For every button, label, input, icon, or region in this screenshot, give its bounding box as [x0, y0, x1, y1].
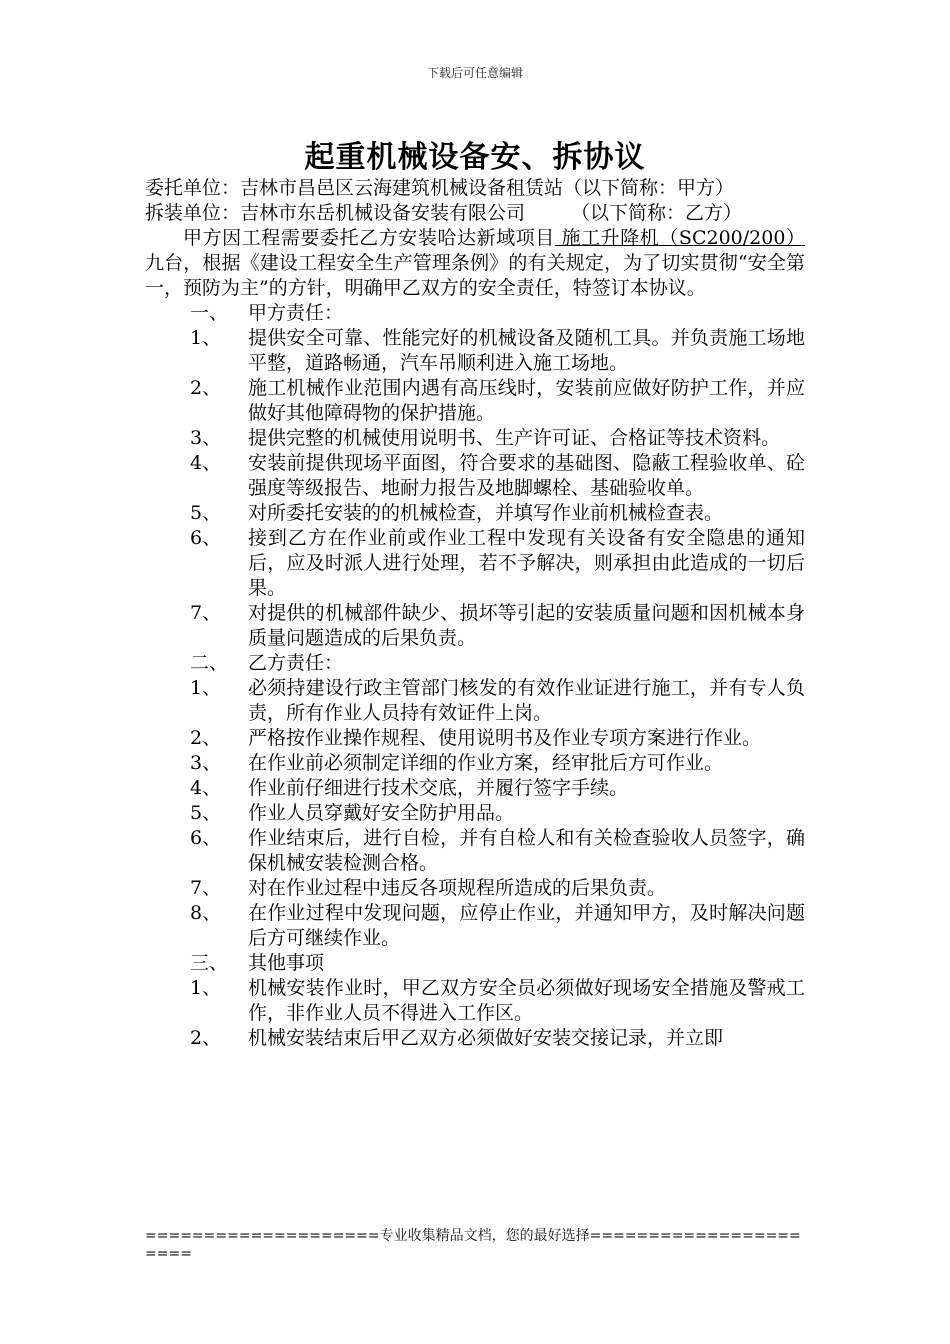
item-number: 6、 — [190, 527, 222, 549]
installer-short-name: （以下简称：乙方） — [571, 202, 743, 224]
installer-line — [145, 201, 805, 226]
item-number: 2、 — [190, 727, 222, 749]
list-item — [145, 601, 805, 651]
item-text: 提供完整的机械使用说明书、生产许可证、合格证等技术资料。 — [248, 427, 781, 449]
list-item — [145, 976, 805, 1026]
item-text: 作业人员穿戴好安全防护用品。 — [248, 802, 515, 824]
section-1 — [145, 301, 805, 651]
document-body — [145, 176, 805, 1051]
item-text: 接到乙方在作业前或作业工程中发现有关设备有安全隐患的通知后，应及时派人进行处理，若不予解决，则承担由此造成的一切后果。 — [248, 527, 805, 599]
list-item — [145, 526, 805, 601]
list-item — [145, 876, 805, 901]
intro-pre: 甲方因工程需要委托乙方安装哈达新域项目 — [183, 227, 555, 249]
item-text: 机械安装结束后甲乙双方必须做好安装交接记录，并立即 — [248, 1027, 724, 1049]
item-number: 5、 — [190, 502, 222, 524]
item-number: 5、 — [190, 802, 222, 824]
list-item — [145, 751, 805, 776]
document-title: 起重机械设备安、拆协议 — [304, 140, 646, 175]
section-title: 甲方责任： — [248, 302, 344, 324]
item-text: 作业前仔细进行技术交底，并履行签字手续。 — [248, 777, 629, 799]
list-item — [145, 451, 805, 501]
item-text: 对提供的机械部件缺少、损坏等引起的安装质量问题和因机械本身质量问题造成的后果负责。 — [248, 602, 805, 649]
item-number: 7、 — [190, 602, 222, 624]
section-number: 二、 — [190, 652, 229, 674]
item-number: 1、 — [190, 327, 222, 349]
item-text: 机械安装作业时，甲乙双方安全员必须做好现场安全措施及警戒工作，非作业人员不得进入工作区。 — [248, 977, 805, 1024]
item-number: 1、 — [190, 977, 222, 999]
item-text: 在作业过程中发现问题，应停止作业，并通知甲方，及时解决问题后方可继续作业。 — [248, 902, 805, 949]
client-name: 吉林市昌邑区云海建筑机械设备租赁站（以下简称：甲方） — [240, 177, 735, 199]
item-number: 2、 — [190, 377, 222, 399]
section-number: 三、 — [190, 952, 229, 974]
section-heading — [145, 651, 805, 676]
item-number: 7、 — [190, 877, 222, 899]
item-number: 8、 — [190, 902, 222, 924]
section-title: 其他事项 — [248, 952, 325, 974]
item-text: 对所委托安装的的机械检查，并填写作业前机械检查表。 — [248, 502, 724, 524]
item-text: 提供安全可靠、性能完好的机械设备及随机工具。并负责施工场地平整，道路畅通，汽车吊顺利进入施工场地。 — [248, 327, 805, 374]
item-text: 必须持建设行政主管部门核发的有效作业证进行施工，并有专人负责，所有作业人员持有效证件上岗。 — [248, 677, 805, 724]
item-text: 施工机械作业范围内遇有高压线时，安装前应做好防护工作，并应做好其他障碍物的保护措施。 — [248, 377, 805, 424]
installer-label: 拆装单位： — [145, 202, 241, 224]
section-number: 一、 — [190, 302, 229, 324]
item-number: 4、 — [190, 452, 222, 474]
list-item — [145, 801, 805, 826]
list-item — [145, 901, 805, 951]
section-heading — [145, 951, 805, 976]
list-item — [145, 1026, 805, 1051]
list-item — [145, 826, 805, 876]
item-number: 3、 — [190, 427, 222, 449]
list-item — [145, 776, 805, 801]
client-line — [145, 176, 805, 201]
item-number: 4、 — [190, 777, 222, 799]
intro-post: 九台，根据《建设工程安全生产管理条例》的有关规定，为了切实贯彻“安全第一，预防为主”的方针，明确甲乙双方的安全责任，特签订本协议。 — [145, 252, 805, 299]
installer-name: 吉林市东岳机械设备安装有限公司 — [240, 202, 526, 224]
section-3 — [145, 951, 805, 1051]
section-heading — [145, 301, 805, 326]
section-title: 乙方责任： — [248, 652, 344, 674]
header-note: 下载后可任意编辑 — [426, 66, 523, 80]
list-item — [145, 676, 805, 726]
item-number: 2、 — [190, 1027, 222, 1049]
footer-banner: ====================专业收集精品文档，您的最好选择====================== — [145, 1228, 801, 1262]
item-number: 6、 — [190, 827, 222, 849]
list-item — [145, 426, 805, 451]
item-text: 对在作业过程中违反各项规程所造成的后果负责。 — [248, 877, 667, 899]
intro-paragraph — [145, 226, 805, 301]
client-label: 委托单位： — [145, 177, 241, 199]
list-item — [145, 726, 805, 751]
list-item — [145, 376, 805, 426]
section-2 — [145, 651, 805, 951]
item-number: 1、 — [190, 677, 222, 699]
equipment-name: 施工升降机（SC200/200） — [554, 227, 805, 249]
item-number: 3、 — [190, 752, 222, 774]
item-text: 严格按作业操作规程、使用说明书及作业专项方案进行作业。 — [248, 727, 762, 749]
list-item — [145, 326, 805, 376]
item-text: 安装前提供现场平面图，符合要求的基础图、隐蔽工程验收单、砼强度等级报告、地耐力报告及地脚螺栓、基础验收单。 — [248, 452, 805, 499]
item-text: 在作业前必须制定详细的作业方案，经审批后方可作业。 — [248, 752, 724, 774]
item-text: 作业结束后，进行自检，并有自检人和有关检查验收人员签字，确保机械安装检测合格。 — [248, 827, 805, 874]
list-item — [145, 501, 805, 526]
